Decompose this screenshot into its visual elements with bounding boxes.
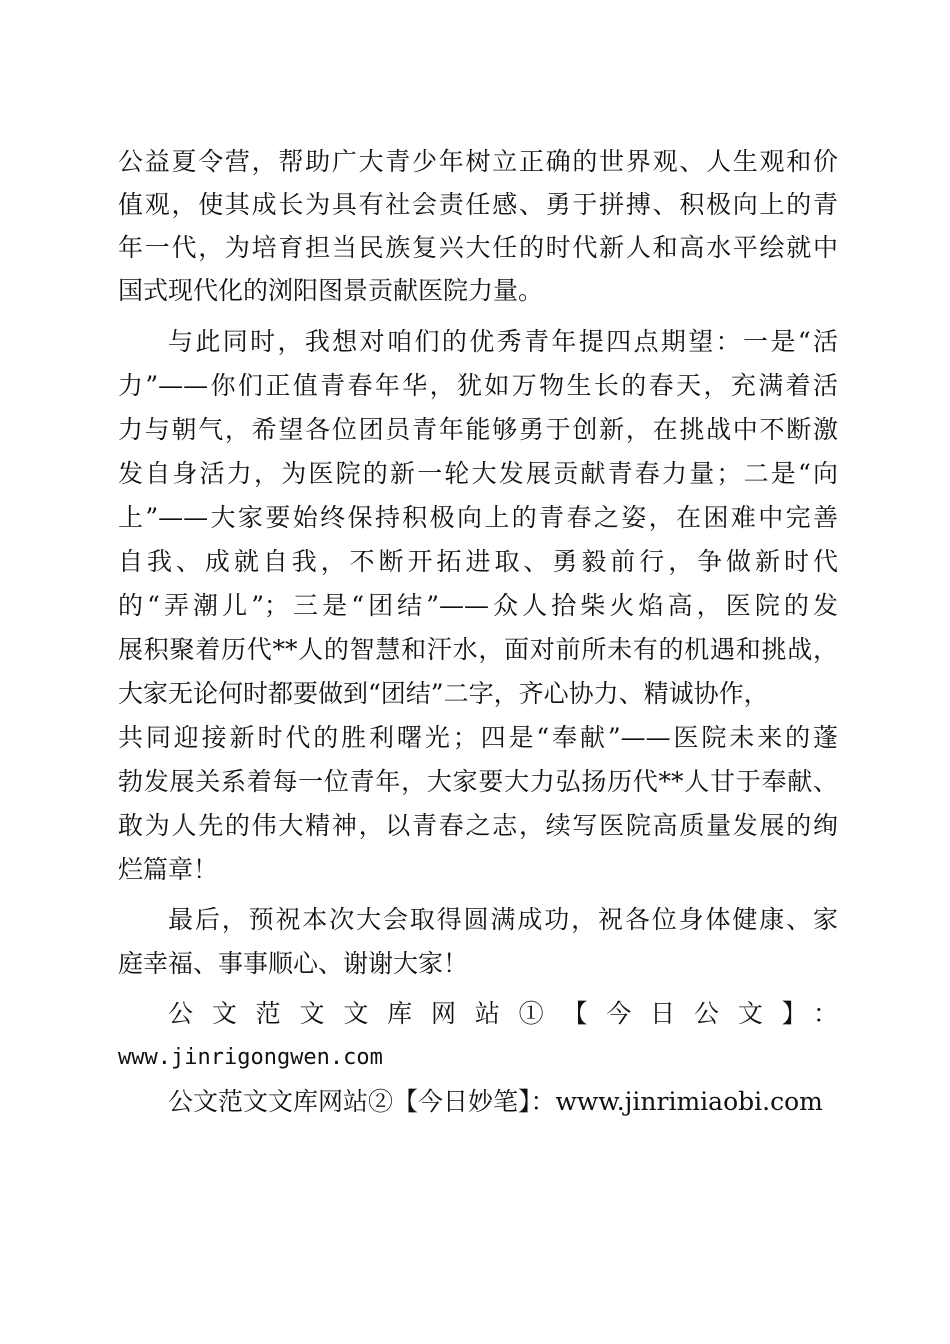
- paragraph-1-line-1: 公益夏令营，帮助广大青少年树立正确的世界观、人生观和价: [118, 147, 838, 176]
- paragraph-2-line-11: 勃发展关系着每一位青年，大家要大力弘扬历代**人甘于奉献、: [118, 767, 838, 796]
- paragraph-2-line-6: 自我、成就自我，不断开拓进取、勇毅前行，争做新时代: [118, 547, 838, 576]
- paragraph-2-line-13: 烂篇章！: [118, 855, 219, 884]
- paragraph-2-line-12: 敢为人先的伟大精神，以青春之志，续写医院高质量发展的绚: [118, 811, 838, 840]
- paragraph-2-line-7: 的“弄潮儿”；三是“团结”——众人拾柴火焰高，医院的发: [118, 591, 838, 620]
- paragraph-1-line-3: 年一代，为培育担当民族复兴大任的时代新人和高水平绘就中: [118, 233, 838, 262]
- website-1-url[interactable]: www.jinrigongwen.com: [118, 1045, 383, 1070]
- paragraph-2-line-5: 上”——大家要始终保持积极向上的青春之姿，在困难中完善: [118, 503, 838, 532]
- paragraph-1-line-4: 国式现代化的浏阳图景贡献医院力量。: [118, 276, 544, 305]
- paragraph-2-line-10: 共同迎接新时代的胜利曙光；四是“奉献”——医院未来的蓬: [118, 723, 838, 752]
- paragraph-3-line-1: 最后，预祝本次大会取得圆满成功，祝各位身体健康、家: [168, 905, 838, 934]
- paragraph-2-line-4: 发自身活力，为医院的新一轮大发展贡献青春力量；二是“向: [118, 459, 838, 488]
- paragraph-2-line-8: 展积聚着历代**人的智慧和汗水，面对前所未有的机遇和挑战，: [118, 635, 838, 664]
- paragraph-1-line-2: 值观，使其成长为具有社会责任感、勇于拼搏、积极向上的青: [118, 190, 838, 219]
- website-2-line[interactable]: 公文范文文库网站②【今日妙笔】：www.jinrimiaobi.com: [168, 1087, 823, 1116]
- paragraph-2-line-9: 大家无论何时都要做到“团结”二字，齐心协力、精诚协作，: [118, 679, 769, 708]
- paragraph-2-line-2: 力”——你们正值青春年华，犹如万物生长的春天，充满着活: [118, 371, 838, 400]
- paragraph-2-line-3: 力与朝气，希望各位团员青年能够勇于创新，在挑战中不断激: [118, 415, 838, 444]
- paragraph-2-line-1: 与此同时，我想对咱们的优秀青年提四点期望：一是“活: [168, 327, 838, 356]
- paragraph-3-line-2: 庭幸福、事事顺心、谢谢大家！: [118, 949, 469, 978]
- website-1-label: 公文范文文库网站①【今日公文】：: [168, 999, 838, 1028]
